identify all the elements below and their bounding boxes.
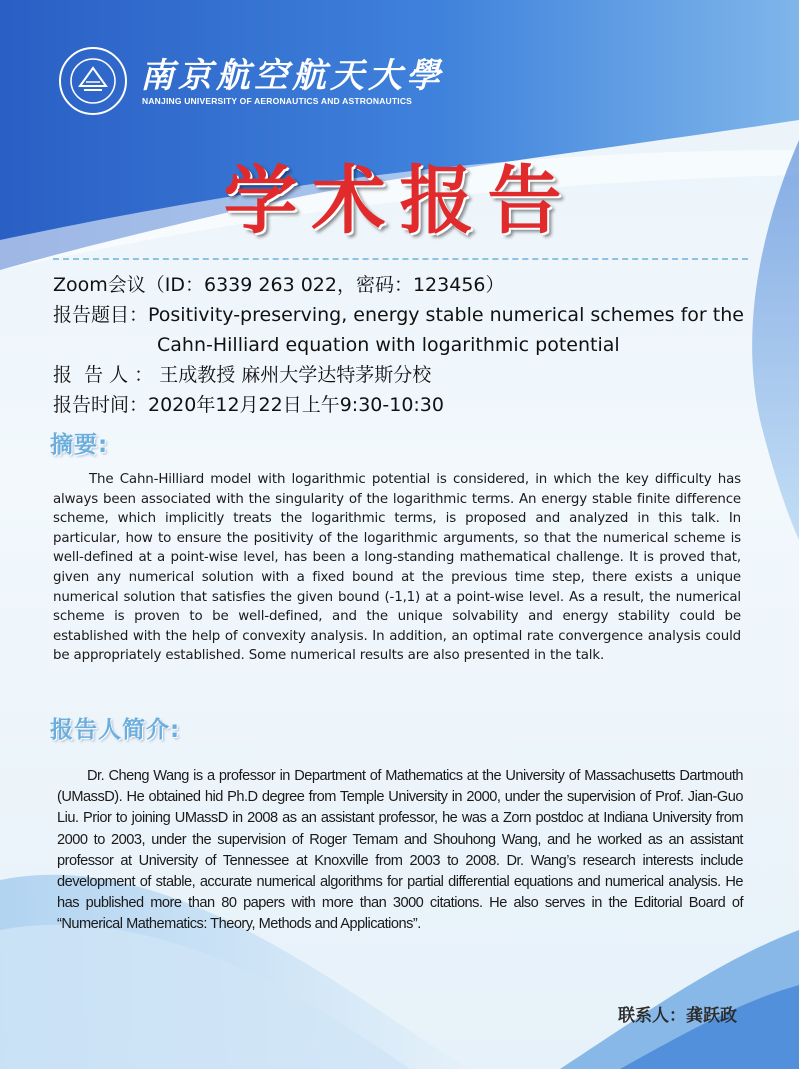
time-line: 报告时间：2020年12月22日上午9:30-10:30 (53, 394, 444, 416)
topic-line-2: Cahn-Hilliard equation with logarithmic potential (157, 334, 620, 356)
zoom-meeting-line: Zoom会议（ID：6339 263 022，密码：123456） (53, 274, 505, 296)
poster-title: 学术报告 (223, 158, 576, 244)
speaker-line: 报 告 人 ： 王成教授 麻州大学达特茅斯分校 (53, 364, 432, 386)
abstract-body: The Cahn-Hilliard model with logarithmic potential is considered, in which the key difficulty has always been associated with the singularity of the logarithmic terms. An energy stable finite difference scheme, which implicitly treats the logarithmic terms, is proposed and analyzed in this talk. In particular, how to ensure the positivity of the logarithmic arguments, so that the numerical scheme is well-defined at a point-wise level, has been a long-standing mathematical challenge. It is proved that, given any numerical solution with a fixed bound at the previous time step, there exists a unique numerical solution that satisfies the given bound (-1,1) at a point-wise level. As a result, the numerical scheme is proven to be well-defined, and the unique solvability and energy stability could be established with the help of convexity analysis. In addition, an optimal rate convergence analysis could be appropriately established. Some numerical results are also presented in the talk. (53, 472, 741, 664)
university-name-cn: 南京航空航天大學 (140, 56, 444, 96)
topic-line-1: 报告题目：Positivity-preserving, energy stable numerical schemes for the (53, 304, 744, 326)
abstract-heading: 摘要: (50, 432, 109, 458)
divider (53, 258, 748, 260)
contact-person: 联系人：龚跃政 (618, 1006, 737, 1026)
bio-heading: 报告人简介: (50, 717, 181, 743)
university-seal-logo (58, 46, 128, 116)
bio-body: Dr. Cheng Wang is a professor in Department of Mathematics at the University of Massachusetts Dartmouth (UMassD). He obtained hid Ph.D degree from Temple University in 2000, under the supervision of Prof. Jian-Guo Liu. Prior to joining UMassD in 2008 as an assistant professor, he was a Zorn postdoc at Indiana University from 2000 to 2003, under the supervision of Roger Temam and Shouhong Wang, and he worked as an assistant professor at University of Tennessee at Knoxville from 2003 to 2008. Dr. Wang’s research interests include development of stable, accurate numerical algorithms for partial differential equations and numerical analysis. He has published more than 80 papers with more than 3000 citations. He also serves in the Editorial Board of “Numerical Mathematics: Theory, Methods and Applications”. (57, 768, 743, 933)
university-name-en: NANJING UNIVERSITY OF AERONAUTICS AND ASTRONAUTICS (142, 96, 413, 106)
event-info (53, 270, 744, 420)
